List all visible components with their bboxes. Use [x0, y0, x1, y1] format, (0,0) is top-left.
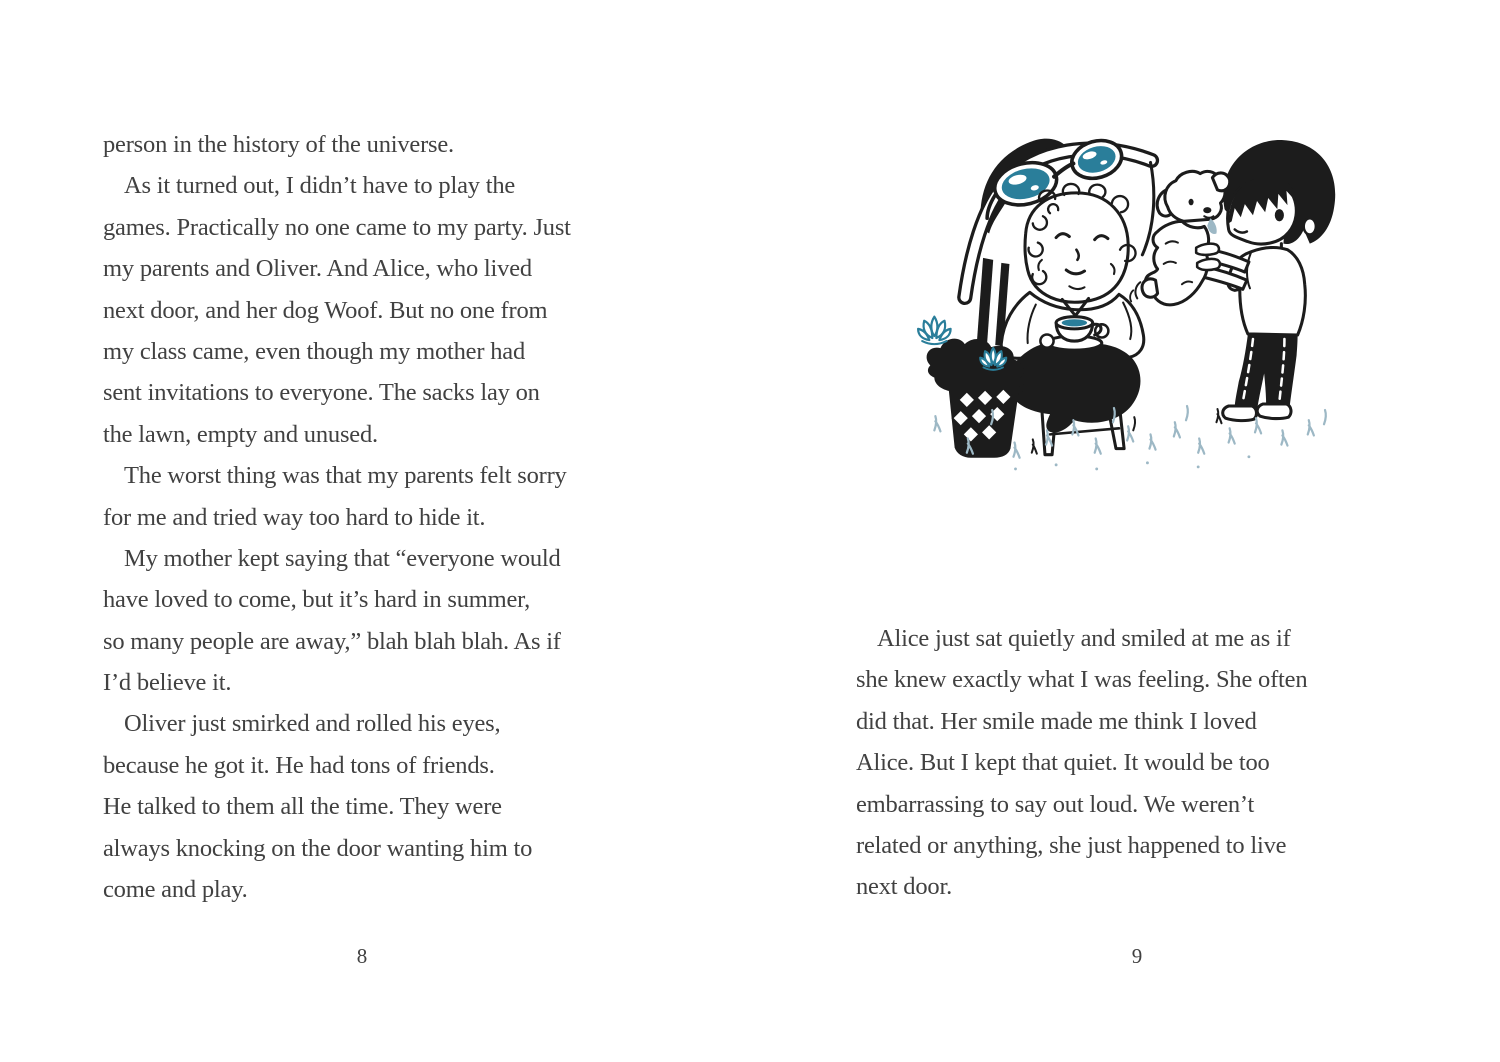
text-line: sent invitations to everyone. The sacks lay on — [103, 379, 540, 407]
text-line: she knew exactly what I was feeling. She often — [856, 666, 1308, 694]
right-page-number: 9 — [1131, 944, 1143, 968]
text-line: Alice. But I kept that quiet. It would be too — [856, 749, 1270, 777]
text-line: related or anything, she just happened to live — [856, 831, 1287, 859]
text-line: next door, and her dog Woof. But no one from — [103, 296, 548, 324]
text-line: I’d believe it. — [103, 669, 232, 697]
text-line: He talked to them all the time. They were — [103, 793, 502, 821]
text-line: so many people are away,” blah blah blah. As if — [103, 627, 561, 655]
puppy — [1130, 171, 1230, 304]
left-page-text — [103, 124, 663, 910]
text-line: for me and tried way too hard to hide it. — [103, 503, 486, 531]
text-line: The worst thing was that my parents felt sorry — [124, 462, 567, 490]
story-illustration-svg — [893, 130, 1341, 475]
text-line: My mother kept saying that “everyone would — [124, 544, 561, 572]
text-line: person in the history of the universe. — [103, 131, 454, 158]
text-line: because he got it. He had tons of friends. — [103, 751, 495, 779]
text-line: the lawn, empty and unused. — [103, 420, 378, 448]
story-illustration — [893, 130, 1341, 475]
text-line: always knocking on the door wanting him to — [103, 834, 533, 862]
grandma-face — [1025, 184, 1135, 302]
text-line: have loved to come, but it’s hard in summer, — [103, 586, 531, 614]
text-line: Alice just sat quietly and smiled at me as if — [877, 625, 1291, 652]
text-line: come and play. — [103, 876, 248, 904]
text-line: games. Practically no one came to my party. Just — [103, 213, 571, 241]
left-page-number: 8 — [356, 944, 368, 968]
text-line: next door. — [856, 873, 952, 901]
flower-basket — [927, 339, 1024, 458]
text-line: embarrassing to say out loud. We weren’t — [856, 790, 1255, 818]
text-line: did that. Her smile made me think I loved — [856, 707, 1257, 735]
text-line: my class came, even though my mother had — [103, 337, 525, 365]
text-line: my parents and Oliver. And Alice, who lived — [103, 255, 532, 283]
text-line: As it turned out, I didn’t have to play the — [124, 172, 516, 200]
right-page-text — [856, 618, 1416, 908]
text-line: Oliver just smirked and rolled his eyes, — [124, 710, 501, 738]
